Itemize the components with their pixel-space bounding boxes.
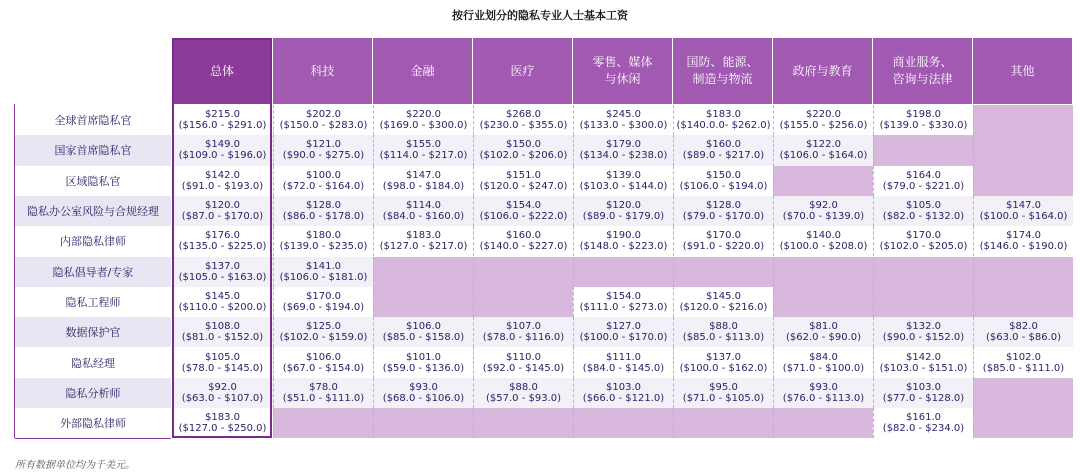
- table-cell: [373, 105, 473, 135]
- cell-value: $101.0: [406, 351, 441, 363]
- cell-value: $132.0: [906, 321, 941, 333]
- empty-cell: [573, 408, 673, 438]
- table-cell: [673, 135, 773, 165]
- cell-range: ($71.0 - $105.0): [682, 392, 765, 404]
- cell-range: ($103.0 - $144.0): [579, 180, 668, 192]
- table-cell: [573, 226, 673, 256]
- cell-range: ($72.0 - $164.0): [282, 180, 365, 192]
- cell-value: $78.0: [309, 381, 338, 393]
- table-cell: [273, 226, 373, 256]
- empty-cell: [973, 166, 1073, 196]
- table-cell: [172, 196, 273, 226]
- cell-value: $145.0: [205, 290, 240, 302]
- empty-cell: [973, 257, 1073, 287]
- table-cell: [673, 378, 773, 408]
- table-cell: [172, 257, 273, 287]
- table-cell: [773, 378, 873, 408]
- cell-value: $180.0: [306, 230, 341, 242]
- table-cell: [273, 317, 373, 347]
- cell-range: ($140.0 - $227.0): [479, 241, 568, 253]
- cell-range: ($91.0 - $193.0): [181, 180, 264, 192]
- cell-value: $154.0: [606, 290, 641, 302]
- cell-range: ($114.0 - $217.0): [379, 150, 468, 162]
- cell-value: $92.0: [208, 381, 237, 393]
- cell-range: ($79.0 - $170.0): [682, 211, 765, 223]
- table-cell: [273, 257, 373, 287]
- cell-value: $183.0: [205, 412, 240, 424]
- table-cell: [873, 166, 973, 196]
- cell-value: $111.0: [606, 351, 641, 363]
- table-cell: [673, 105, 773, 135]
- cell-value: $137.0: [205, 260, 240, 272]
- cell-value: $215.0: [205, 109, 240, 121]
- table-cell: [773, 196, 873, 226]
- cell-value: $147.0: [406, 169, 441, 181]
- table-cell: [373, 347, 473, 377]
- table-cell: [773, 347, 873, 377]
- cell-range: ($100.0 - $170.0): [579, 332, 668, 344]
- cell-range: ($91.0 - $220.0): [682, 241, 765, 253]
- column-header-line: 咨询与法律: [892, 72, 953, 86]
- table-cell: [973, 226, 1073, 256]
- cell-value: $128.0: [306, 200, 341, 212]
- column-header-line: 政府与教育: [792, 63, 853, 78]
- row-label: 国家首席隐私官: [15, 135, 171, 165]
- empty-cell: [873, 135, 973, 165]
- cell-value: $100.0: [306, 169, 341, 181]
- cell-range: ($51.0 - $111.0): [282, 392, 365, 404]
- row-label: 内部隐私律师: [60, 235, 126, 249]
- cell-value: $174.0: [1006, 230, 1041, 242]
- cell-range: ($155.0 - $256.0): [779, 120, 868, 132]
- row-label: 区域隐私官: [65, 174, 121, 188]
- cell-range: ($84.0 - $145.0): [582, 362, 665, 374]
- cell-range: ($127.0 - $217.0): [379, 241, 468, 253]
- cell-range: ($90.0 - $275.0): [282, 150, 365, 162]
- cell-value: $105.0: [906, 200, 941, 212]
- cell-value: $161.0: [906, 412, 941, 424]
- table-cell: [773, 317, 873, 347]
- cell-value: $150.0: [506, 139, 541, 151]
- cell-range: ($68.0 - $106.0): [382, 392, 465, 404]
- table-cell: [573, 166, 673, 196]
- cell-value: $164.0: [906, 169, 941, 181]
- cell-range: ($71.0 - $100.0): [782, 362, 865, 374]
- table-cell: [373, 378, 473, 408]
- cell-range: ($89.0 - $217.0): [682, 150, 765, 162]
- cell-range: ($120.0 - $247.0): [479, 180, 568, 192]
- table-cell: [773, 105, 873, 135]
- table-cell: [473, 226, 573, 256]
- column-header-line: 金融: [410, 63, 435, 78]
- empty-cell: [473, 257, 573, 287]
- table-cell: [873, 378, 973, 408]
- cell-range: ($106.0 - $194.0): [679, 180, 768, 192]
- cell-range: ($66.0 - $121.0): [582, 392, 665, 404]
- table-cell: [873, 196, 973, 226]
- table-cell: [172, 166, 273, 196]
- cell-range: ($140.0.0- $262.0): [676, 120, 771, 132]
- cell-range: ($100.0 - $208.0): [779, 241, 868, 253]
- cell-range: ($77.0 - $128.0): [882, 392, 965, 404]
- cell-value: $103.0: [906, 381, 941, 393]
- cell-range: ($134.0 - $238.0): [579, 150, 668, 162]
- cell-value: $82.0: [1009, 321, 1038, 333]
- cell-value: $81.0: [809, 321, 838, 333]
- cell-range: ($84.0 - $160.0): [382, 211, 465, 223]
- cell-value: $139.0: [606, 169, 641, 181]
- cell-range: ($105.0 - $163.0): [178, 271, 267, 283]
- row-label: 隐私工程师: [65, 295, 121, 309]
- cell-value: $137.0: [706, 351, 741, 363]
- cell-range: ($98.0 - $184.0): [382, 180, 465, 192]
- cell-range: ($59.0 - $136.0): [382, 362, 465, 374]
- table-cell: [373, 317, 473, 347]
- cell-value: $128.0: [706, 200, 741, 212]
- empty-cell: [373, 257, 473, 287]
- cell-range: ($76.0 - $113.0): [782, 392, 865, 404]
- table-cell: [873, 317, 973, 347]
- table-cell: [573, 378, 673, 408]
- table-cell: [273, 347, 373, 377]
- cell-range: ($100.0 - $164.0): [979, 211, 1068, 223]
- empty-cell: [373, 287, 473, 317]
- table-cell: [473, 317, 573, 347]
- cell-range: ($156.0 - $291.0): [178, 120, 267, 132]
- row-label: 隐私倡导者/专家: [15, 257, 171, 287]
- cell-value: $93.0: [409, 381, 438, 393]
- cell-range: ($102.0 - $206.0): [479, 150, 568, 162]
- cell-range: ($81.0 - $152.0): [181, 332, 264, 344]
- chart-title: 按行业划分的隐私专业人士基本工资: [452, 9, 628, 22]
- empty-cell: [973, 408, 1073, 438]
- row-label-border: [14, 104, 15, 438]
- table-cell: [172, 317, 273, 347]
- cell-value: $154.0: [506, 200, 541, 212]
- table-cell: [172, 135, 273, 165]
- cell-range: ($139.0 - $235.0): [279, 241, 368, 253]
- cell-value: $160.0: [506, 230, 541, 242]
- cell-range: ($135.0 - $225.0): [178, 241, 267, 253]
- cell-value: $183.0: [706, 109, 741, 121]
- cell-value: $170.0: [306, 290, 341, 302]
- column-header-line: 国防、能源、: [686, 55, 759, 69]
- cell-value: $155.0: [406, 139, 441, 151]
- empty-cell: [273, 408, 373, 438]
- cell-value: $120.0: [606, 200, 641, 212]
- cell-range: ($100.0 - $162.0): [679, 362, 768, 374]
- table-cell: [373, 135, 473, 165]
- cell-value: $110.0: [506, 351, 541, 363]
- table-cell: [573, 196, 673, 226]
- cell-value: $220.0: [806, 109, 841, 121]
- cell-value: $141.0: [306, 260, 341, 272]
- column-header-4: [573, 38, 672, 104]
- cell-value: $125.0: [306, 321, 341, 333]
- table-cell: [373, 196, 473, 226]
- cell-value: $121.0: [306, 139, 341, 151]
- table-cell: [773, 135, 873, 165]
- table-cell: [172, 378, 273, 408]
- row-label: 数据保护官: [15, 317, 171, 347]
- footnote: 所有数据单位均为千美元。: [15, 460, 135, 471]
- cell-value: $149.0: [205, 139, 240, 151]
- table-cell: [473, 135, 573, 165]
- empty-cell: [373, 408, 473, 438]
- cell-range: ($63.0 - $86.0): [985, 332, 1062, 344]
- empty-cell: [473, 287, 573, 317]
- column-header-6: [773, 38, 872, 104]
- cell-value: $103.0: [606, 381, 641, 393]
- table-cell: [573, 317, 673, 347]
- cell-value: $95.0: [709, 381, 738, 393]
- cell-value: $107.0: [506, 321, 541, 333]
- empty-cell: [973, 378, 1073, 408]
- cell-value: $198.0: [906, 109, 941, 121]
- cell-range: ($230.0 - $355.0): [479, 120, 568, 132]
- column-header-1: [273, 38, 372, 104]
- table-cell: [172, 287, 273, 317]
- cell-value: $127.0: [606, 321, 641, 333]
- table-cell: [473, 196, 573, 226]
- row-label: 隐私经理: [71, 356, 115, 370]
- row-label: 外部隐私律师: [15, 408, 171, 439]
- table-cell: [573, 347, 673, 377]
- table-cell: [573, 105, 673, 135]
- cell-value: $108.0: [205, 321, 240, 333]
- empty-cell: [773, 166, 873, 196]
- column-header-line: 制造与物流: [692, 72, 753, 86]
- table-cell: [973, 317, 1073, 347]
- row-label: 全球首席隐私官: [54, 114, 132, 128]
- cell-value: $106.0: [406, 321, 441, 333]
- cell-range: ($127.0 - $250.0): [178, 423, 267, 435]
- cell-range: ($169.0 - $300.0): [379, 120, 468, 132]
- cell-value: $220.0: [406, 109, 441, 121]
- column-header-line: 其他: [1010, 63, 1035, 78]
- empty-cell: [873, 257, 973, 287]
- row-label: 隐私办公室风险与合规经理: [15, 196, 171, 226]
- table-cell: [873, 347, 973, 377]
- cell-range: ($78.0 - $145.0): [181, 362, 264, 374]
- cell-range: ($106.0 - $222.0): [479, 211, 568, 223]
- column-header-7: [873, 38, 972, 104]
- cell-value: $142.0: [205, 169, 240, 181]
- cell-value: $170.0: [906, 230, 941, 242]
- cell-range: ($106.0 - $164.0): [779, 150, 868, 162]
- cell-range: ($92.0 - $145.0): [482, 362, 565, 374]
- cell-range: ($146.0 - $190.0): [979, 241, 1068, 253]
- cell-value: $88.0: [709, 321, 738, 333]
- row-label: 隐私分析师: [15, 378, 171, 408]
- column-header-0: [172, 38, 272, 104]
- table-cell: [673, 347, 773, 377]
- column-header-line: 零售、媒体: [592, 55, 653, 69]
- column-header-line: 商业服务、: [892, 55, 953, 69]
- cell-range: ($139.0 - $330.0): [879, 120, 968, 132]
- cell-value: $142.0: [906, 351, 941, 363]
- cell-value: $102.0: [1006, 351, 1041, 363]
- column-header-line: 总体: [209, 63, 234, 78]
- cell-value: $88.0: [509, 381, 538, 393]
- cell-range: ($109.0 - $196.0): [178, 150, 267, 162]
- cell-range: ($79.0 - $221.0): [882, 180, 965, 192]
- cell-range: ($103.0 - $151.0): [879, 362, 968, 374]
- cell-value: $140.0: [806, 230, 841, 242]
- cell-value: $92.0: [809, 200, 838, 212]
- empty-cell: [873, 287, 973, 317]
- table-cell: [873, 105, 973, 135]
- empty-cell: [673, 257, 773, 287]
- cell-range: ($85.0 - $111.0): [982, 362, 1065, 374]
- cell-range: ($120.0 - $216.0): [679, 301, 768, 313]
- cell-range: ($133.0 - $300.0): [579, 120, 668, 132]
- table-cell: [273, 135, 373, 165]
- cell-range: ($86.0 - $178.0): [282, 211, 365, 223]
- column-header-5: [673, 38, 772, 104]
- cell-range: ($69.0 - $194.0): [282, 301, 365, 313]
- cell-value: $145.0: [706, 290, 741, 302]
- column-header-line: 医疗: [510, 63, 535, 78]
- table-cell: [473, 105, 573, 135]
- empty-cell: [673, 408, 773, 438]
- table-cell: [973, 347, 1073, 377]
- table-cell: [773, 226, 873, 256]
- cell-value: $84.0: [809, 351, 838, 363]
- table-cell: [673, 287, 773, 317]
- empty-cell: [973, 287, 1073, 317]
- cell-value: $202.0: [306, 109, 341, 121]
- table-cell: [273, 287, 373, 317]
- cell-range: ($85.0 - $158.0): [382, 332, 465, 344]
- cell-value: $93.0: [809, 381, 838, 393]
- cell-value: $150.0: [706, 169, 741, 181]
- cell-range: ($89.0 - $179.0): [582, 211, 665, 223]
- cell-range: ($90.0 - $152.0): [882, 332, 965, 344]
- cell-value: $176.0: [205, 230, 240, 242]
- cell-range: ($70.0 - $139.0): [782, 211, 865, 223]
- cell-range: ($62.0 - $90.0): [785, 332, 862, 344]
- empty-cell: [973, 135, 1073, 165]
- column-header-8: [973, 38, 1072, 104]
- table-cell: [473, 166, 573, 196]
- table-cell: [473, 347, 573, 377]
- cell-range: ($82.0 - $132.0): [882, 211, 965, 223]
- table-cell: [273, 105, 373, 135]
- cell-range: ($85.0 - $113.0): [682, 332, 765, 344]
- table-cell: [573, 287, 673, 317]
- cell-value: $105.0: [205, 351, 240, 363]
- cell-range: ($78.0 - $116.0): [482, 332, 565, 344]
- cell-range: ($110.0 - $200.0): [178, 301, 267, 313]
- cell-value: $179.0: [606, 139, 641, 151]
- cell-value: $120.0: [205, 200, 240, 212]
- table-cell: [973, 196, 1073, 226]
- cell-range: ($111.0 - $273.0): [579, 301, 668, 313]
- empty-cell: [773, 257, 873, 287]
- cell-value: $170.0: [706, 230, 741, 242]
- table-cell: [172, 408, 273, 438]
- cell-value: $106.0: [306, 351, 341, 363]
- empty-cell: [773, 287, 873, 317]
- cell-value: $190.0: [606, 230, 641, 242]
- cell-range: ($82.0 - $234.0): [882, 423, 965, 435]
- empty-cell: [773, 408, 873, 438]
- column-header-line: 科技: [310, 63, 335, 78]
- empty-cell: [473, 408, 573, 438]
- cell-range: ($102.0 - $205.0): [879, 241, 968, 253]
- cell-range: ($63.0 - $107.0): [181, 392, 264, 404]
- table-cell: [673, 196, 773, 226]
- column-header-2: [373, 38, 472, 104]
- table-cell: [172, 226, 273, 256]
- table-cell: [273, 166, 373, 196]
- cell-value: $183.0: [406, 230, 441, 242]
- cell-value: $151.0: [506, 169, 541, 181]
- table-cell: [172, 347, 273, 377]
- cell-value: $160.0: [706, 139, 741, 151]
- cell-value: $268.0: [506, 109, 541, 121]
- cell-value: $245.0: [606, 109, 641, 121]
- table-cell: [673, 166, 773, 196]
- cell-range: ($57.0 - $93.0): [485, 392, 562, 404]
- table-cell: [172, 105, 273, 135]
- table-cell: [273, 196, 373, 226]
- table-cell: [673, 226, 773, 256]
- table-cell: [673, 317, 773, 347]
- table-cell: [873, 408, 973, 438]
- cell-range: ($148.0 - $223.0): [579, 241, 668, 253]
- cell-value: $122.0: [806, 139, 841, 151]
- cell-range: ($67.0 - $154.0): [282, 362, 365, 374]
- table-cell: [473, 378, 573, 408]
- table-cell: [273, 378, 373, 408]
- table-cell: [373, 166, 473, 196]
- cell-range: ($106.0 - $181.0): [279, 271, 368, 283]
- column-header-3: [473, 38, 572, 104]
- cell-value: $114.0: [406, 200, 441, 212]
- table-cell: [373, 226, 473, 256]
- table-cell: [873, 226, 973, 256]
- table-cell: [573, 135, 673, 165]
- empty-cell: [973, 105, 1073, 135]
- cell-range: ($102.0 - $159.0): [279, 332, 368, 344]
- cell-value: $147.0: [1006, 200, 1041, 212]
- cell-range: ($150.0 - $283.0): [279, 120, 368, 132]
- cell-range: ($87.0 - $170.0): [181, 211, 264, 223]
- column-header-line: 与休闲: [604, 72, 641, 86]
- empty-cell: [573, 257, 673, 287]
